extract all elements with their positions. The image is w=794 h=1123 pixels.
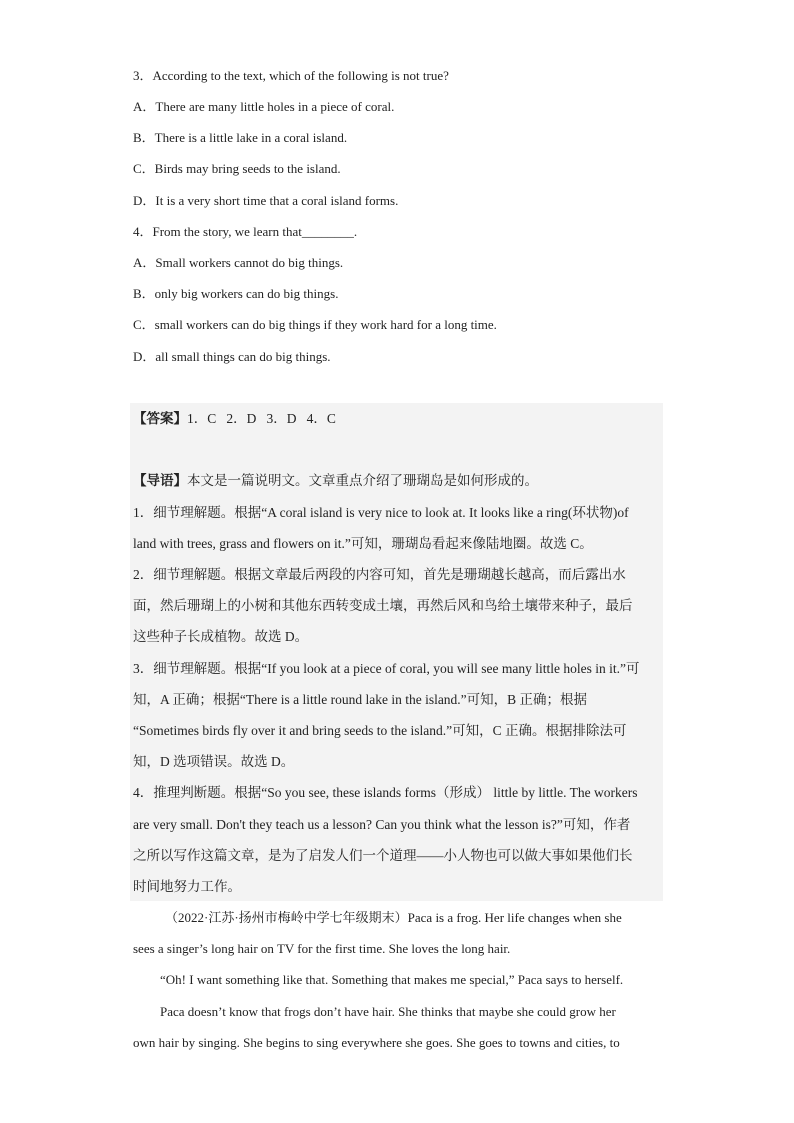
- explanation-line: 3．细节理解题。根据“If you look at a piece of coral, you will see many little holes in it.”可: [133, 661, 640, 676]
- explanation-line: 2．细节理解题。根据文章最后两段的内容可知，首先是珊瑚越长越高，而后露出水: [133, 567, 626, 582]
- explanation-line: 这些种子长成植物。故选 D。: [133, 629, 309, 644]
- q3-option-b: B．There is a little lake in a coral island.: [133, 130, 348, 145]
- explanation-intro: [133, 472, 538, 490]
- q4-option-a: A．Small workers cannot do big things.: [133, 255, 344, 270]
- explanation-line: “Sometimes birds fly over it and bring seeds to the island.”可知，C 正确。根据排除法可: [133, 723, 627, 738]
- explanation-line: land with trees, grass and flowers on it.”可知，珊瑚岛看起来像陆地圈。故选 C。: [133, 536, 593, 551]
- passage-line: （2022·江苏·扬州市梅岭中学七年级期末）Paca is a frog. Her life changes when she: [165, 910, 622, 925]
- question-4-stem: 4．From the story, we learn that________.: [133, 224, 358, 239]
- q3-option-a: A．There are many little holes in a piece of coral.: [133, 99, 395, 114]
- q3-option-d: D．It is a very short time that a coral island forms.: [133, 193, 399, 208]
- question-3-stem: 3．According to the text, which of the following is not true?: [133, 68, 449, 83]
- passage-line: “Oh! I want something like that. Something that makes me special,” Paca says to herself.: [160, 972, 624, 987]
- explanation-line: 知，A 正确；根据“There is a little round lake in the island.”可知，B 正确；根据: [133, 692, 588, 707]
- explanation-line: 4．推理判断题。根据“So you see, these islands forms（形成） little by little. The workers: [133, 785, 638, 800]
- answer-label: 【答案】: [133, 411, 187, 426]
- q4-option-c: C．small workers can do big things if they work hard for a long time.: [133, 317, 497, 332]
- passage-line: sees a singer’s long hair on TV for the first time. She loves the long hair.: [133, 941, 511, 956]
- answer-text: 1．C 2．D 3．D 4．C: [187, 411, 336, 426]
- q4-option-b: B．only big workers can do big things.: [133, 286, 339, 301]
- passage-line: own hair by singing. She begins to sing everywhere she goes. She goes to towns and cities, to: [133, 1035, 620, 1050]
- explanation-line: 面，然后珊瑚上的小树和其他东西转变成土壤，再然后风和鸟给土壤带来种子，最后: [133, 598, 633, 613]
- explanation-intro-text: 本文是一篇说明文。文章重点介绍了珊瑚岛是如何形成的。: [187, 473, 538, 488]
- answer-line: [133, 410, 336, 428]
- explanation-line: 知，D 选项错误。故选 D。: [133, 754, 295, 769]
- explanation-line: 时间地努力工作。: [133, 879, 241, 894]
- explanation-line: are very small. Don't they teach us a lesson? Can you think what the lesson is?”可知，作者: [133, 817, 631, 832]
- q3-option-c: C．Birds may bring seeds to the island.: [133, 161, 341, 176]
- explanation-line: 之所以写作这篇文章，是为了启发人们一个道理——小人物也可以做大事如果他们长: [133, 848, 633, 863]
- passage-line: Paca doesn’t know that frogs don’t have hair. She thinks that maybe she could grow her: [160, 1004, 616, 1019]
- explanation-label: 【导语】: [133, 473, 187, 488]
- q4-option-d: D．all small things can do big things.: [133, 349, 331, 364]
- explanation-line: 1．细节理解题。根据“A coral island is very nice to look at. It looks like a ring(环状物)of: [133, 505, 629, 520]
